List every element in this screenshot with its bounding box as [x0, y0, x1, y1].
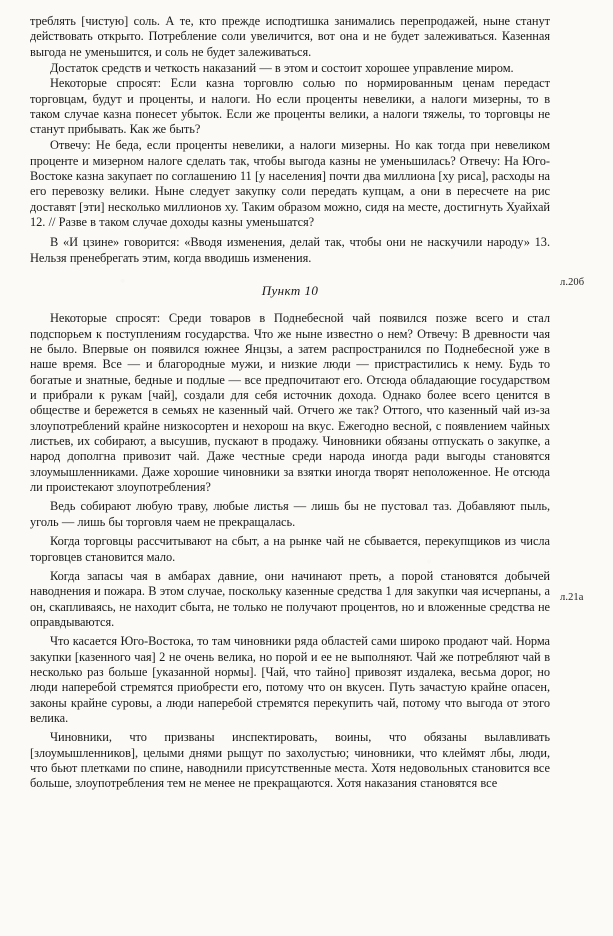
margin-note-folio: л.20б: [560, 277, 585, 288]
paragraph: В «И цзине» говорится: «Вводя изменения, делай так, чтобы они не наскучили народу» 13. Нельзя пренебрегать этим, когда вводишь изменения.: [30, 235, 550, 265]
margin-note-folio: л.21а: [560, 592, 584, 603]
paragraph: Отвечу: Не беда, если проценты невелики, а налоги мизерны. Но как тогда при невеликом проценте и мизерном налоге сделать так, чтобы выгода казны не уменьшилась? Отвечу: На Юго-Востоке казна закупает по соглашению 11 [у населения] почти два миллиона [ху риса], расходы на его перевозку велики. Ныне следует закупку соли передать купцам, а они в пересчете на рис доставят [эти] несколько миллионов ху. Таким образом можно, сидя на месте, достигнуть Хуайхай 12. // Разве в таком случае доходы казны уменьшатся?: [30, 138, 550, 229]
text-column: [30, 14, 550, 792]
section-heading: Пункт 10: [261, 283, 319, 298]
paragraph: Некоторые спросят: Если казна торговлю солью по нормированным ценам передаст торговцам, будут и проценты, и налоги. Но если проценты невелики, а налоги мизерны, то в таком случае казна понесет убыток. Если же проценты велики, а налоги тяжелы, то торговцы не станут прибывать. Как же быть?: [30, 76, 550, 137]
paper-speck: [430, 205, 432, 207]
paragraph: Некоторые спросят: Среди товаров в Поднебесной чай появился позже всего и стал подспорьем к поступлениям государства. Что же ныне известно о нем? Отвечу: В древности чая не было. Впервые он появился южнее Янцзы, а затем распространился по Поднебесной уже в наше время. Все — и благородные мужи, и низкие люди — пристрастились к нему. Будь то богатые и знатные, бедные и подлые — все предпочитают его. Отсюда обладающие государством и прибрали к рукам [чай], создали для себя источник дохода. Однако более всего ценится в обществе и бережется в семьях не казенный чай. Отчего же так? Оттого, что казенный чай из-за злоупотреблений крайне низкосортен и нехорош на вкус. Ежегодно весной, с появлением чайных листьев, их собирают, а высушив, пускают в продажу. Чиновники обязаны отпускать о закупке, а народ дополгна привозит чай. Даже честные среди народа иногда ради выгоды становятся злоумышленниками. Даже хорошие чиновники за взятки иногда творят неположенное. Не отсюда ли проистекают злоупотребления?: [30, 311, 550, 495]
paragraph: Что касается Юго-Востока, то там чиновники ряда областей сами широко продают чай. Норма закупки [казенного чая] 2 не очень велика, но порой и ее не выполняют. Чай же потребляют чай в несколько раз больше [указанной нормы]. [Чай, что тайно] привозят издалека, весьма дорог, но люди наперебой стремятся приобрести его, потому что он вкусен. Путь зачастую крайне опасен, законы крайне суровы, а люди наперебой стремятся перекупить чай, потому что выгода от этого велика.: [30, 634, 550, 725]
paragraph: Чиновники, что призваны инспектировать, воины, что обязаны вылавливать [злоумышленников], целыми днями рыщут по захолустью; чиновники, что клеймят лбы, люди, что бьют плетками по спине, наводнили присутственные места. Хотя недовольных становится все больше, злоупотребления тем не менее не прекращаются. Хотя наказания становятся все: [30, 730, 550, 791]
paragraph: Когда запасы чая в амбарах давние, они начинают преть, а порой становятся добычей наводнения и пожара. В этом случае, поскольку казенные средства 1 для закупки чая исчерпаны, а он, скапливаясь, не находит сбыта, не только не получают процентов, но и вложенные средства не оправдываются.: [30, 568, 550, 629]
paper-speck: [120, 470, 122, 472]
paragraph: Когда торговцы рассчитывают на сбыт, а на рынке чай не сбывается, перекупщиков из числа торговцев становится мало.: [30, 534, 550, 564]
paragraph: треблять [чистую] соль. А те, кто прежде исподтишка занимались перепродажей, ныне станут действовать открыто. Потребление соли увеличится, вот она и не будет залеживаться. Казенная выгода не уменьшится, и соль не будет залеживаться.: [30, 14, 550, 59]
paragraph: Достаток средств и четкость наказаний — в этом и состоит хорошее управление миром.: [50, 60, 514, 75]
paragraph: Ведь собирают любую траву, любые листья — лишь бы не пустовал таз. Добавляют пыль, уголь — лишь бы торговля чаем не прекращалась.: [30, 499, 550, 529]
paper-speck: [300, 700, 302, 702]
